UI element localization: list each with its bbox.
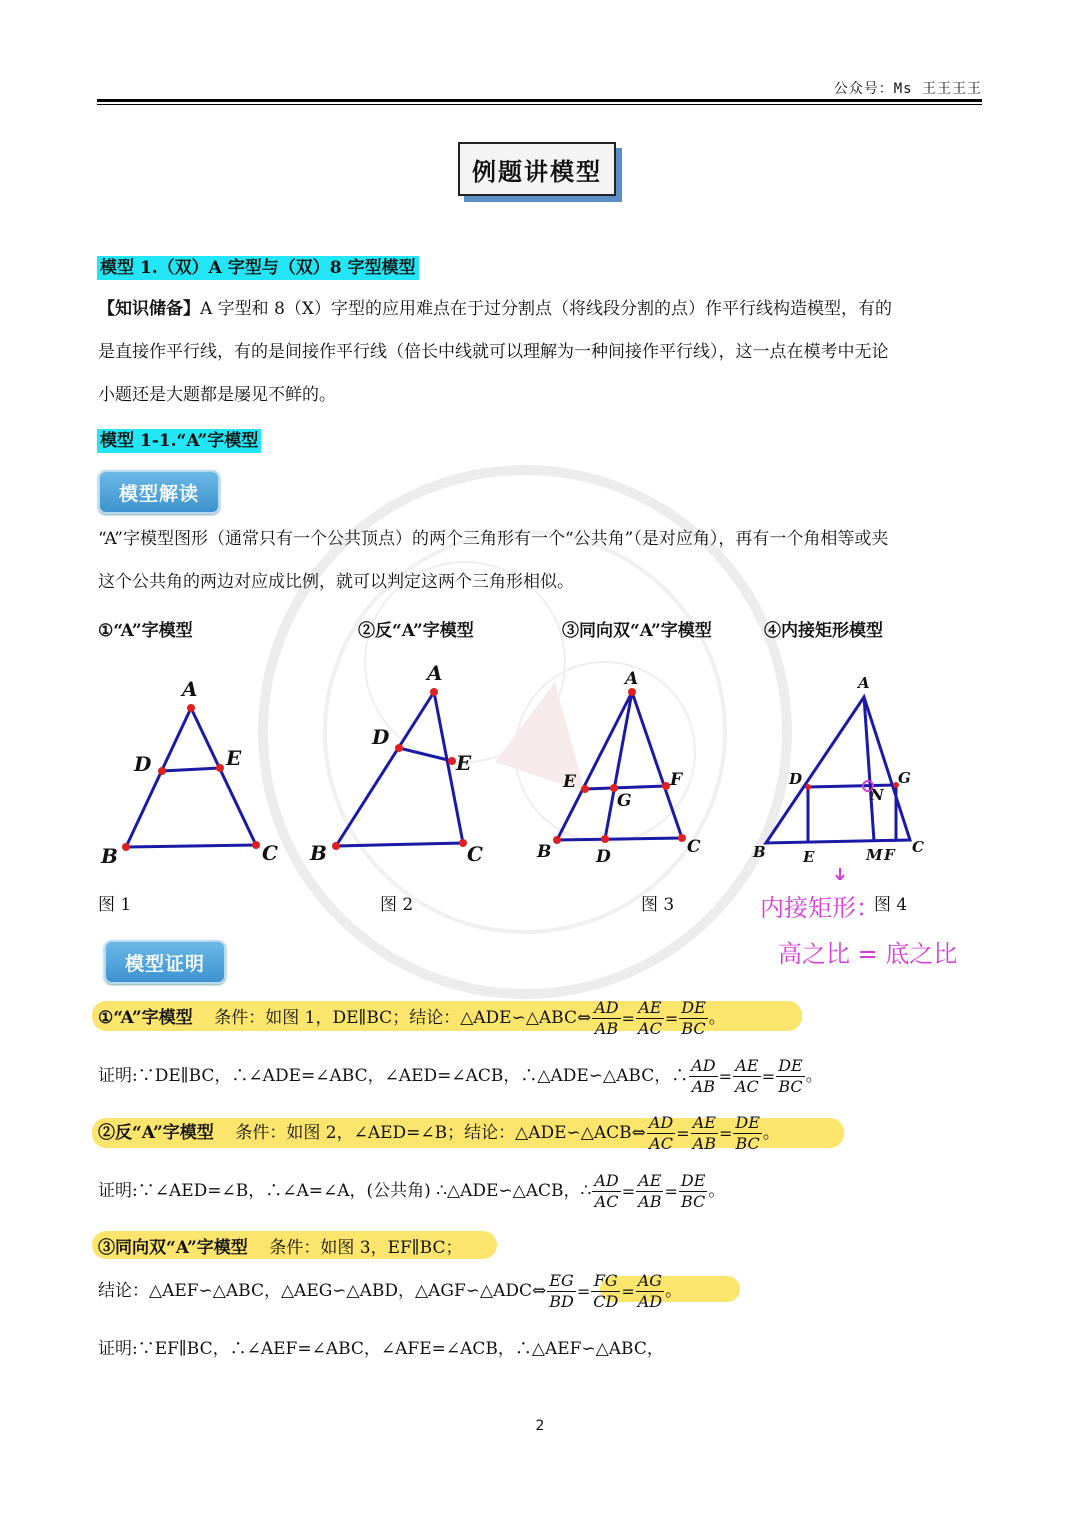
fig3-ef [585,786,666,789]
proof2-cond: 条件：如图 2，∠AED=∠B；结论：△ADE∽△ACB⇔ [235,1123,646,1143]
fig3-label-d: D [596,847,611,867]
bound-text: 。 [805,1066,823,1086]
fig4-label-f: F [884,846,895,864]
handwritten-note-1: 内接矩形： [760,894,880,922]
bound-text: BC [680,1192,706,1211]
fig2-label-c: C [467,842,483,866]
fig2-triangle [336,692,463,846]
fig1-label-b: B [101,844,118,868]
bound-text: AG [636,1271,664,1292]
knowledge-line1: A 字型和 8（X）字型的应用难点在于过分割点（将线段分割的点）作平行线构造模型，有的 [200,299,893,319]
bound-text: EG [547,1271,576,1292]
bound-text: 。 [708,1008,726,1028]
bound-text: AD [637,1292,663,1311]
knowledge-line2: 是直接作平行线，有的是间接作平行线（倍长中线就可以理解为一种间接作平行线），这一点在模考中无论 [98,342,889,362]
header-rule-thin [97,104,982,105]
bound-text: AD [648,1113,674,1132]
interpret-line1: “A”字模型图形（通常只有一个公共顶点）的两个三角形有一个“公共角”（是对应角），再有一个角相等或夹 [98,529,889,549]
proof1-statement: ①“A”字模型 条件：如图 1，DE∥BC；结论：△ADE∽△ABC⇔ $\frac{AD}{AB}$ = $\frac{AE}{AC}$ = $\frac{DE}{BC}$ 。 [98,998,726,1038]
fig4-label-c: C [912,838,924,856]
knowledge-line3: 小题还是大题都是屡见不鲜的。 [98,385,336,405]
bound-text: AC [594,1192,619,1211]
bound-text: AB [638,1192,662,1211]
page-title: 例题讲模型 [458,142,616,196]
proof2-proof: 证明:∵∠AED=∠B，∴∠A=∠A，(公共角) ∴△ADE∽△ACB，∴ $\frac{AD}{AC}$ = $\frac{AE}{AB}$ = $\frac{DE}{BC}$ 。 [98,1171,726,1211]
proof3-proof: 证明:∵EF∥BC，∴∠AEF=∠ABC，∠AFE=∠ACB，∴△AEF∽△ABC， [98,1339,664,1359]
fig2-label-e: E [456,751,472,775]
proof3-statement [98,1233,462,1258]
fig4-label-n: N [870,786,884,804]
bound-text: FG [591,1271,620,1292]
handwritten-note-2: 高之比 = 底之比 [778,940,958,968]
fig1-de [162,768,220,771]
model1-heading: 模型 1.（双）A 字型与（双）8 字型模型 [97,256,419,280]
fig1-label-e: E [226,746,242,770]
fig1-triangle [126,708,256,847]
bound-text: BD [549,1292,574,1311]
proof1-proof: 证明:∵DE∥BC，∴∠ADE=∠ABC，∠AED=∠ACB，∴△ADE∽△ABC，∴ $\frac{AD}{AB}$ = $\frac{AE}{AC}$ = $\frac{DE}{BC}$ 。 [98,1056,823,1096]
model11-heading: 模型 1-1.“A”字模型 [97,429,261,453]
fig2-label-d: D [372,725,390,749]
bound-text: AC [638,1019,662,1038]
bound-text: AB [692,1134,716,1153]
bound-text: AD [594,998,619,1017]
fig2-label-b: B [310,841,327,865]
proof1-proof-text: 证明:∵DE∥BC，∴∠ADE=∠ABC，∠AED=∠ACB，∴△ADE∽△ABC，∴ [98,1066,689,1086]
figures [0,650,1080,880]
figure-caption-3: 图 3 [641,895,675,915]
fig4-label-g: G [898,769,911,787]
fig3-label-f: F [670,770,683,790]
fig3-label-a: A [625,669,639,689]
proof2-proof-text: 证明:∵∠AED=∠B，∴∠A=∠A，(公共角) ∴△ADE∽△ACB，∴ [98,1181,592,1201]
proof3-conclusion: 结论：△AEF∽△ABC，△AEG∽△ABD，△AGF∽△ADC⇔ $\frac{EG}{BD}$ = $\frac{FG}{CD}$ = $\frac{AG}{AD}$ 。 [98,1271,683,1311]
proof3-concl: 结论：△AEF∽△ABC，△AEG∽△ABD，△AGF∽△ADC⇔ [98,1281,547,1301]
interpret-paragraph [98,518,982,604]
figure-label-1: ①“A”字模型 [98,621,193,641]
fig3-label-b: B [537,842,552,862]
bound-text: DE [680,1171,706,1190]
figure-caption-4: 图 4 [874,895,908,915]
fig1-label-d: D [134,752,152,776]
bound-text: AE [636,998,664,1019]
proof2-statement: ②反“A”字模型 条件：如图 2，∠AED=∠B；结论：△ADE∽△ACB⇔ $\frac{AD}{AC}$ = $\frac{AE}{AB}$ = $\frac{DE}{BC}$ 。 [98,1113,780,1153]
proof2-head: ②反“A”字模型 [98,1123,214,1143]
fig3-ad [605,692,632,839]
fig1-label-c: C [262,841,278,865]
fig1-label-a: A [182,677,198,701]
bound-text: AC [649,1134,673,1153]
fig4-label-e: E [803,848,815,866]
fig3-label-e: E [563,772,576,792]
fig4-triangle [766,697,910,843]
bound-text: BC [681,1019,706,1038]
knowledge-prefix: 【知识储备】 [98,299,200,319]
bound-text: AE [691,1113,718,1134]
header-text: 公众号：Ms 王王王王 [833,81,982,97]
bound-text: AD [691,1056,716,1075]
header-rule [97,99,982,102]
model-interpret-badge: 模型解读 [98,470,220,514]
fig4-label-a: A [858,674,870,692]
bound-text: BC [778,1077,803,1096]
proof3-cond: 条件：如图 3，EF∥BC； [269,1238,463,1258]
figure-caption-2: 图 2 [380,895,414,915]
proof3-head: ③同向双“A”字模型 [98,1238,248,1258]
figure-caption-1: 图 1 [98,895,132,915]
fig2-label-a: A [427,661,443,685]
bound-text: CD [593,1292,619,1311]
knowledge-paragraph [98,288,982,417]
bound-text: DE [778,1056,803,1075]
bound-text: BC [735,1134,760,1153]
bound-text: DE [681,998,706,1017]
handwritten-arrow [836,868,844,880]
bound-text: AD [594,1171,619,1190]
fig4-label-m: M [866,846,883,864]
bound-text: AB [594,1019,619,1038]
bound-text: AB [691,1077,716,1096]
bound-text: 。 [762,1123,780,1143]
bound-text: AE [733,1056,761,1077]
fig3-label-g: G [617,791,632,811]
figure-label-4: ④内接矩形模型 [764,621,883,641]
bound-text: 。 [665,1281,683,1301]
page-number: 2 [535,1418,545,1434]
bound-text: AC [735,1077,759,1096]
interpret-line2: 这个公共角的两边对应成比例，就可以判定这两个三角形相似。 [98,572,574,592]
fig4-label-d: D [789,770,803,788]
model-proof-badge: 模型证明 [104,940,226,984]
fig4-label-b: B [753,843,766,861]
fig3-label-c: C [687,837,701,857]
bound-text: 。 [708,1181,726,1201]
proof1-cond: 条件：如图 1，DE∥BC；结论：△ADE∽△ABC⇔ [214,1008,592,1028]
bound-text: AE [636,1171,663,1192]
bound-text: DE [735,1113,760,1132]
proof1-head: ①“A”字模型 [98,1008,193,1028]
figure-label-2: ②反“A”字模型 [358,621,474,641]
figure-label-3: ③同向双“A”字模型 [562,621,712,641]
